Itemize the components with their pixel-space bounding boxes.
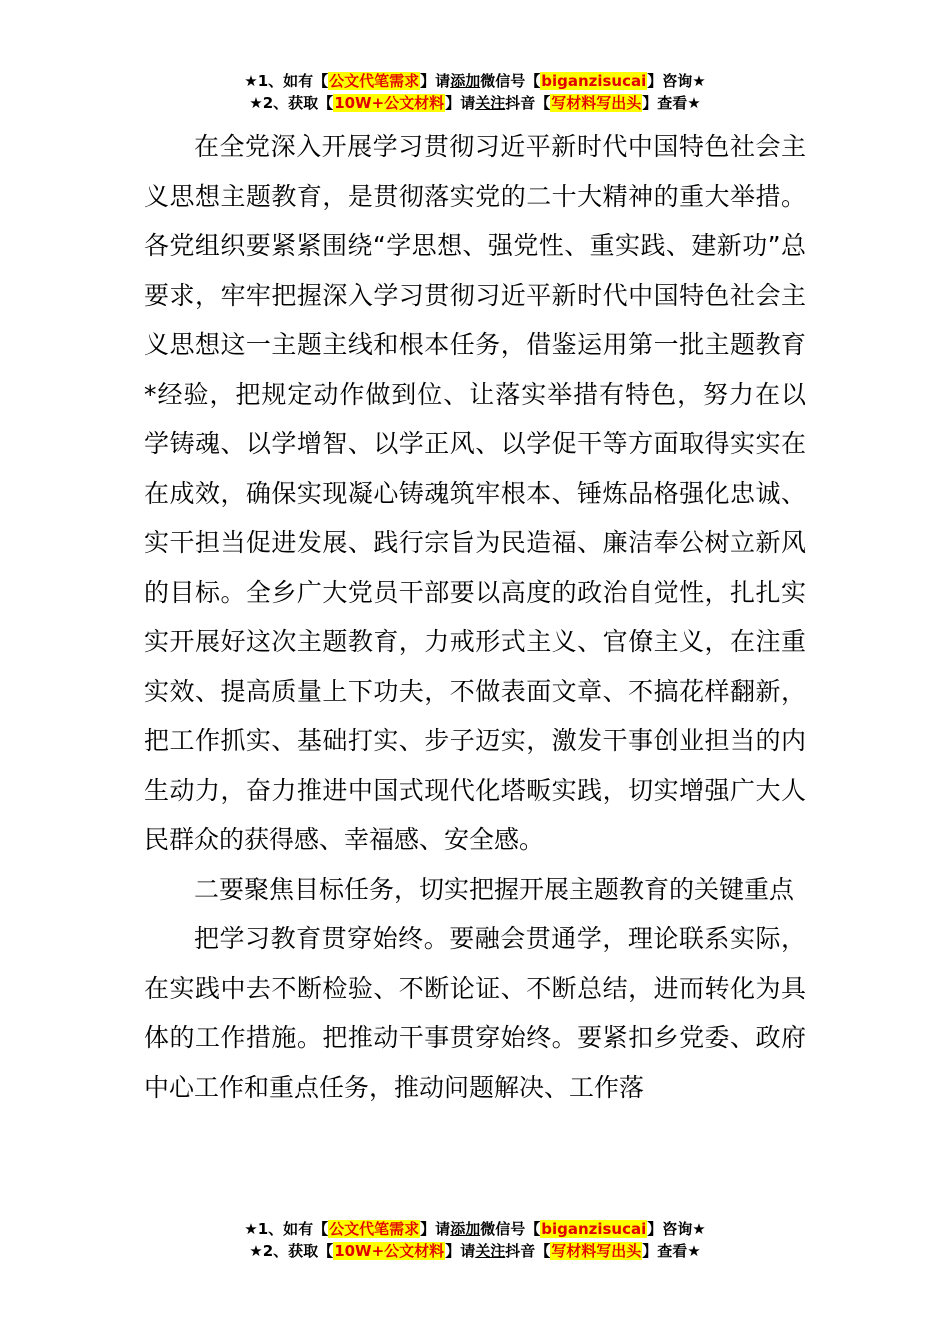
promo-underlined-text: 添加	[450, 1220, 481, 1238]
promo-line-2	[0, 1240, 950, 1262]
promo-text: ★2、获取【	[249, 94, 334, 112]
promo-highlight: 写材料写出头	[551, 1242, 642, 1260]
promo-highlight: biganzisucai	[541, 1220, 647, 1238]
promo-underlined-text: 关注	[475, 1242, 506, 1260]
promo-text: 】请	[445, 1242, 476, 1260]
promo-text: 微信号【	[480, 72, 541, 90]
promo-text: ★2、获取【	[249, 1242, 334, 1260]
promo-text: 】请	[420, 72, 451, 90]
promo-underlined-text: 关注	[475, 94, 506, 112]
promo-highlight: 写材料写出头	[551, 94, 642, 112]
promo-text: 】查看★	[642, 94, 701, 112]
promo-text: 】咨询★	[647, 72, 706, 90]
promo-highlight: 公文代笔需求	[329, 1220, 420, 1238]
promo-highlight: biganzisucai	[541, 72, 647, 90]
promo-text: 】请	[445, 94, 476, 112]
promo-highlight: 10W+公文材料	[334, 94, 445, 112]
promo-banner-bottom	[0, 1218, 950, 1262]
promo-banner-top	[0, 70, 950, 114]
promo-text: 抖音【	[505, 1242, 551, 1260]
promo-highlight: 公文代笔需求	[329, 72, 420, 90]
promo-text: 】查看★	[642, 1242, 701, 1260]
section-heading: 二要聚焦目标任务，切实把握开展主题教育的关键重点	[194, 874, 795, 904]
promo-highlight: 10W+公文材料	[334, 1242, 445, 1260]
promo-line-2	[0, 92, 950, 114]
document-body	[144, 122, 806, 1112]
promo-text: 】请	[420, 1220, 451, 1238]
paragraph: 在全党深入开展学习贯彻习近平新时代中国特色社会主义思想主题教育，是贯彻落实党的二十大精神的重大举措。各党组织要紧紧围绕“学思想、强党性、重实践、建新功”总要求，牢牢把握深入学习贯彻习近平新时代中国特色社会主义思想这一主题主线和根本任务，借鉴运用第一批主题教育*经验，把规定动作做到位、让落实举措有特色，努力在以学铸魂、以学增智、以学正风、以学促干等方面取得实实在在成效，确保实现凝心铸魂筑牢根本、锤炼品格强化忠诚、实干担当促进发展、践行宗旨为民造福、廉洁奉公树立新风的目标。全乡广大党员干部要以高度的政治自觉性，扎扎实实开展好这次主题教育，力戒形式主义、官僚主义，在注重实效、提高质量上下功夫，不做表面文章、不搞花样翻新，把工作抓实、基础打实、步子迈实，激发干事创业担当的内生动力，奋力推进中国式现代化塔畈实践，切实增强广大人民群众的获得感、幸福感、安全感。	[144, 132, 806, 854]
promo-line-1	[0, 1218, 950, 1240]
promo-underlined-text: 添加	[450, 72, 481, 90]
promo-line-1	[0, 70, 950, 92]
promo-text: ★1、如有【	[244, 1220, 329, 1238]
promo-text: 抖音【	[505, 94, 551, 112]
paragraph: 把学习教育贯穿始终。要融会贯通学，理论联系实际，在实践中去不断检验、不断论证、不断总结，进而转化为具体的工作措施。把推动干事贯穿始终。要紧扣乡党委、政府中心工作和重点任务，推动问题解决、工作落	[144, 924, 806, 1102]
promo-text: ★1、如有【	[244, 72, 329, 90]
promo-text: 微信号【	[480, 1220, 541, 1238]
promo-text: 】咨询★	[647, 1220, 706, 1238]
